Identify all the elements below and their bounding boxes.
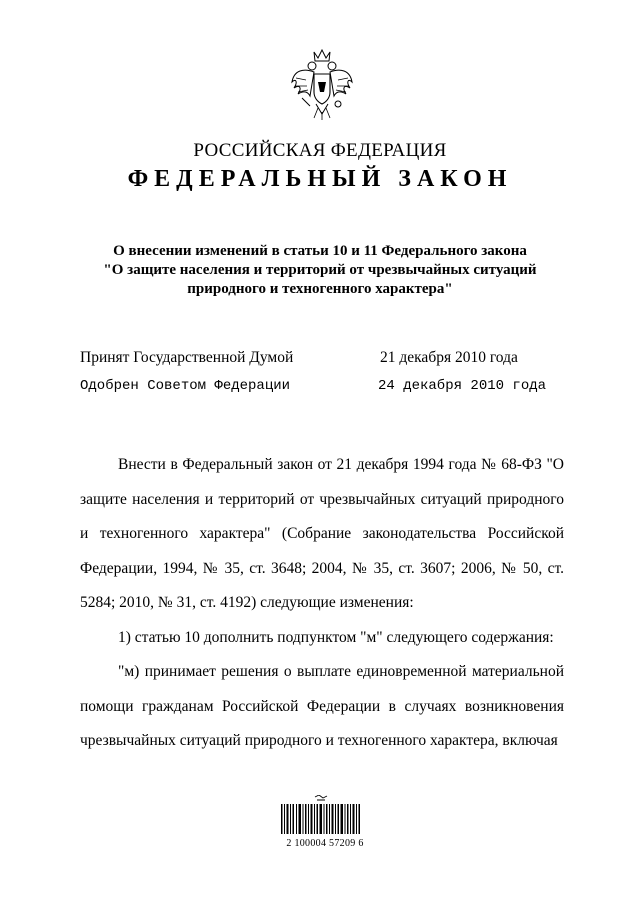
russian-coat-of-arms-icon — [288, 48, 356, 122]
law-title-line: природного и техногенного характера" — [187, 281, 453, 297]
barcode-number: 2 100004 57209 6 — [286, 838, 364, 849]
body-paragraph: "м) принимает решения о выплате единовременной материальной помощи гражданам Российской Федерации в случаях возникновения чрезвычайных ситуаций природного и техногенного характера, включая — [80, 663, 564, 749]
law-title — [60, 242, 580, 299]
law-title-line: О внесении изменений в статьи 10 и 11 Федерального закона — [113, 243, 527, 259]
duma-date: 21 декабря 2010 года — [380, 349, 518, 366]
country-name: РОССИЙСКАЯ ФЕДЕРАЦИЯ — [193, 140, 447, 161]
council-label: Одобрен Советом Федерации — [80, 378, 291, 394]
document-type: ФЕДЕРАЛЬНЫЙ ЗАКОН — [127, 166, 513, 192]
body-paragraph: 1) статью 10 дополнить подпунктом "м" следующего содержания: — [118, 628, 554, 646]
law-title-line: "О защите населения и территорий от чрезвычайных ситуаций — [103, 262, 537, 278]
council-date: 24 декабря 2010 года — [378, 378, 547, 394]
law-body — [80, 448, 564, 759]
duma-label: Принят Государственной Думой — [80, 349, 294, 366]
body-paragraph: Внести в Федеральный закон от 21 декабря 1994 года № 68-ФЗ "О защите населения и территорий от чрезвычайных ситуаций природного и техногенного характера" (Собрание законодательства Российской Федерации, 1994, № 35, ст. 3648; 2004, № 35, ст. 3607; 2006, № 50, ст. 5284; 2010, № 31, ст. 4192) следующие изменения: — [80, 456, 564, 611]
